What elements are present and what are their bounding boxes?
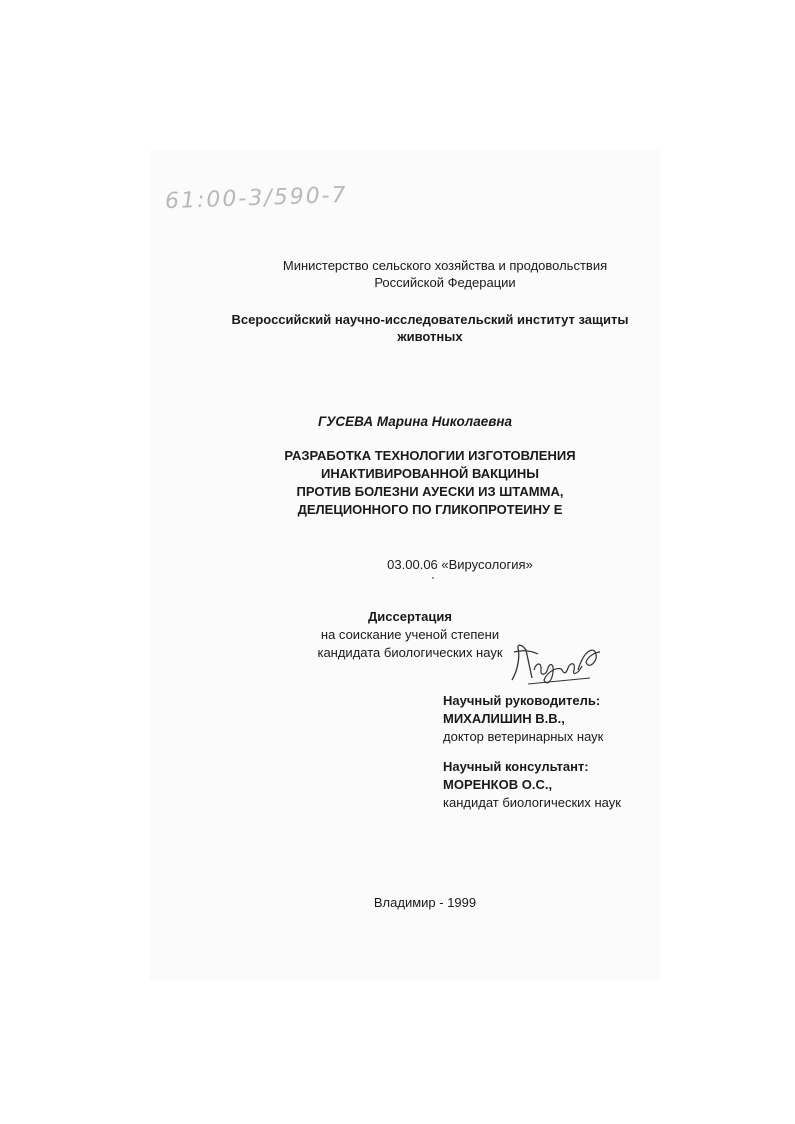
ministry-line-2: Российской Федерации <box>374 275 516 290</box>
consultant-role: Научный консультант: <box>443 759 589 774</box>
institute-line-1: Всероссийский научно-исследовательский институт защиты <box>231 312 629 327</box>
institute-block <box>225 311 635 345</box>
specialty-code: 03.00.06 «Вирусология» <box>387 557 533 572</box>
dissertation-line-2: на соискание ученой степени <box>320 627 500 642</box>
handwritten-archive-number: 61:00-3/590-7 <box>164 182 349 215</box>
ministry-line-1: Министерство сельского хозяйства и продовольствия <box>282 258 608 273</box>
title-line-2: ИНАКТИВИРОВАННОЙ ВАКЦИНЫ <box>321 466 539 481</box>
author-name: ГУСЕВА Марина Николаевна <box>317 414 513 429</box>
title-line-4: ДЕЛЕЦИОННОГО ПО ГЛИКОПРОТЕИНУ Е <box>297 502 563 517</box>
dissertation-block <box>290 608 530 662</box>
advisor-name: МИХАЛИШИН В.В., <box>443 711 565 726</box>
ministry-block <box>255 257 635 291</box>
dissertation-title <box>235 447 625 519</box>
dissertation-heading: Диссертация <box>368 609 452 624</box>
consultant-degree: кандидат биологических наук <box>443 795 621 810</box>
scan-speck <box>432 577 434 579</box>
handwritten-signature <box>508 640 603 688</box>
advisor-degree: доктор ветеринарных наук <box>443 729 604 744</box>
institute-line-2: животных <box>397 329 463 344</box>
consultant-name: МОРЕНКОВ О.С., <box>443 777 553 792</box>
advisor-role: Научный руководитель: <box>443 693 601 708</box>
dissertation-line-3: кандидата биологических наук <box>317 645 503 660</box>
consultant-block <box>443 758 621 812</box>
place-and-year: Владимир - 1999 <box>373 895 477 910</box>
title-line-1: РАЗРАБОТКА ТЕХНОЛОГИИ ИЗГОТОВЛЕНИЯ <box>284 448 576 463</box>
advisor-block <box>443 692 603 746</box>
title-line-3: ПРОТИВ БОЛЕЗНИ АУЕСКИ ИЗ ШТАММА, <box>296 484 564 499</box>
